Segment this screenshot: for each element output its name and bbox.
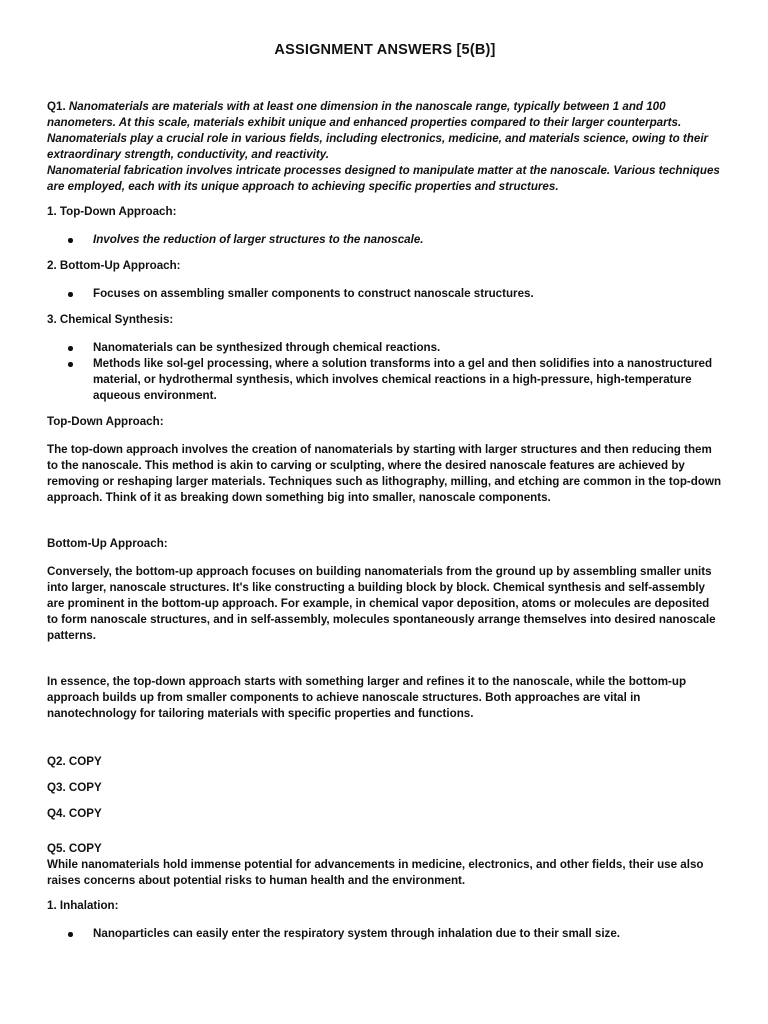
inhalation-bullet-list <box>47 926 723 942</box>
topdown-heading: Top-Down Approach: <box>47 415 164 428</box>
section-heading-topdown: 1. Top-Down Approach: <box>47 205 177 218</box>
essence-paragraph: In essence, the top-down approach starts with something larger and refines it to the nanoscale, while the bottom-up approach builds up from smaller components to achieve nanoscale structures. Both approaches are vital in nanotechnology for tailoring materials with specific properties and functions. <box>47 675 687 720</box>
q5-label: Q5. COPY <box>47 842 102 855</box>
q1-label: Q1. <box>47 100 66 113</box>
q3-line: Q3. COPY <box>47 781 102 794</box>
list-item: Nanomaterials can be synthesized through chemical reactions. <box>47 340 723 356</box>
q1-intro <box>47 99 723 163</box>
list-item: Methods like sol-gel processing, where a solution transforms into a gel and then solidifies into a nanostructured material, or hydrothermal synthesis, which involves chemical reactions in a high-pressure, high-temperature aqueous environment. <box>47 356 723 404</box>
list-item: Focuses on assembling smaller components to construct nanoscale structures. <box>47 286 723 302</box>
bottomup-bullet-list <box>47 286 723 302</box>
topdown-bullet-list <box>47 232 723 248</box>
document-page <box>47 42 723 952</box>
list-item: Nanoparticles can easily enter the respiratory system through inhalation due to their small size. <box>47 926 723 942</box>
section-heading-bottomup: 2. Bottom-Up Approach: <box>47 259 181 272</box>
q4-line: Q4. COPY <box>47 807 102 820</box>
inhalation-heading: 1. Inhalation: <box>47 899 119 912</box>
q2-line: Q2. COPY <box>47 755 102 768</box>
topdown-paragraph: The top-down approach involves the creation of nanomaterials by starting with larger structures and then reducing them to the nanoscale. This method is akin to carving or sculpting, where the desired nanoscale features are achieved by removing or reshaping larger materials. Techniques such as lithography, milling, and etching are common in the top-down approach. Think of it as breaking down something big into smaller, nanoscale components. <box>47 443 722 504</box>
list-item: Involves the reduction of larger structures to the nanoscale. <box>47 232 723 248</box>
q1-intro2: Nanomaterial fabrication involves intricate processes designed to manipulate matter at the nanoscale. Various techniques are employed, each with its unique approach to achieving specific properties and structures. <box>47 164 720 193</box>
page-title: ASSIGNMENT ANSWERS [5(B)] <box>274 42 496 58</box>
bottomup-paragraph: Conversely, the bottom-up approach focuses on building nanomaterials from the ground up by assembling smaller units into larger, nanoscale structures. It's like constructing a building block by block. Chemical synthesis and self-assembly are prominent in the bottom-up approach. For example, in chemical vapor deposition, atoms or molecules are deposited to form nanoscale structures, and in self-assembly, molecules spontaneously arrange themselves into desired nanoscale patterns. <box>47 565 716 642</box>
bottomup-heading: Bottom-Up Approach: <box>47 537 168 550</box>
chemical-bullet-list <box>47 340 723 404</box>
q1-intro-text: Nanomaterials are materials with at least one dimension in the nanoscale range, typically between 1 and 100 nanometers. At this scale, materials exhibit unique and enhanced properties compared to their larger counterparts. Nanomaterials play a crucial role in various fields, including electronics, medicine, and materials science, owing to their extraordinary strength, conductivity, and reactivity. <box>47 100 709 161</box>
section-heading-chemical: 3. Chemical Synthesis: <box>47 313 174 326</box>
q5-paragraph: While nanomaterials hold immense potential for advancements in medicine, electronics, and other fields, their use also raises concerns about potential risks to human health and the environment. <box>47 858 704 887</box>
